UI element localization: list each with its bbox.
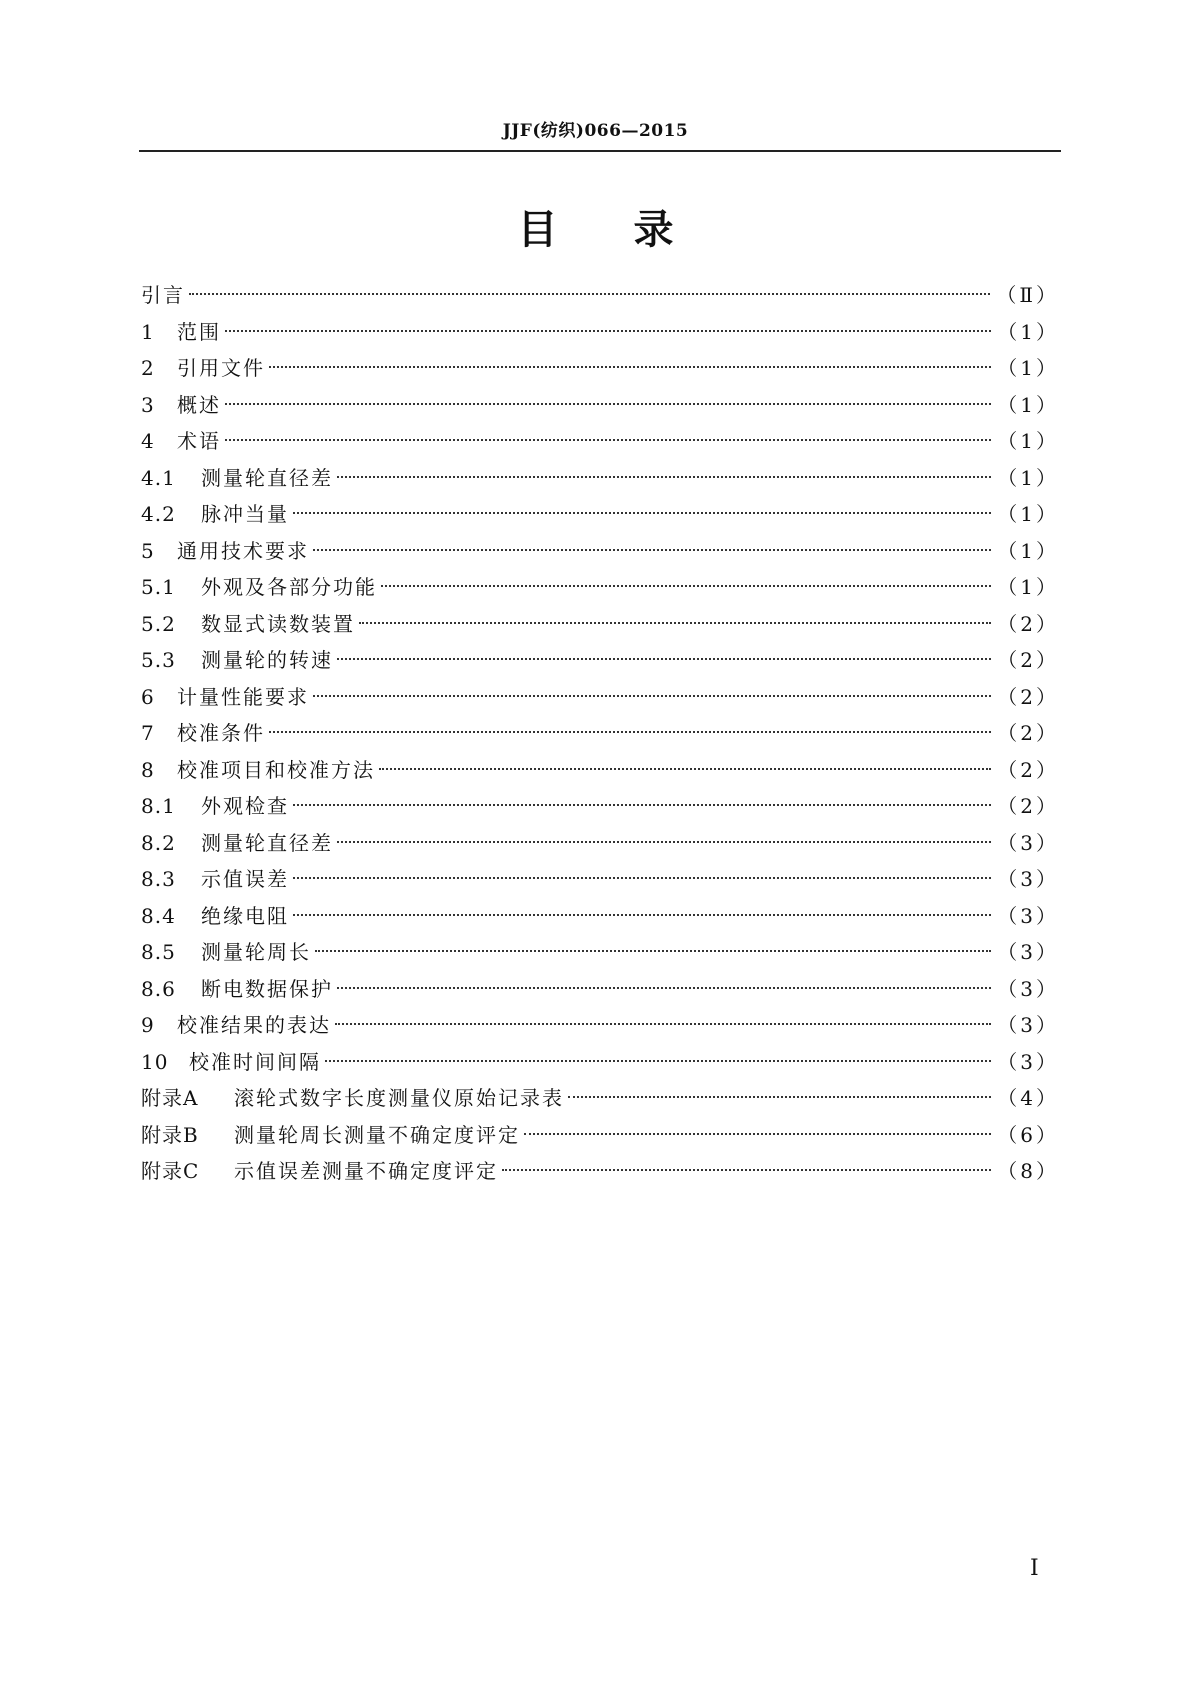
toc-dot-leader bbox=[293, 804, 991, 806]
toc-dot-leader bbox=[313, 695, 991, 697]
toc-dot-leader bbox=[325, 1060, 991, 1062]
table-of-contents bbox=[141, 277, 1059, 1190]
toc-entry-number: 8.1 bbox=[141, 794, 176, 818]
toc-entry[interactable] bbox=[141, 752, 1059, 789]
toc-entry-number: 4.2 bbox=[141, 502, 176, 526]
toc-dot-leader bbox=[269, 731, 991, 733]
toc-dot-leader bbox=[337, 658, 991, 660]
toc-dot-leader bbox=[225, 330, 991, 332]
toc-entry-number: 8.5 bbox=[141, 940, 176, 964]
toc-entry-page: （1） bbox=[997, 319, 1059, 344]
toc-entry-number: 5.1 bbox=[141, 575, 176, 599]
toc-entry-title: 示值误差 bbox=[201, 867, 289, 891]
toc-entry-title: 测量轮周长 bbox=[201, 940, 311, 964]
toc-entry[interactable] bbox=[141, 971, 1059, 1008]
toc-entry-number: 10 bbox=[141, 1049, 169, 1074]
toc-entry[interactable] bbox=[141, 350, 1059, 387]
toc-entry-number: 附录A bbox=[141, 1086, 199, 1110]
toc-entry-number: 8.2 bbox=[141, 830, 176, 855]
toc-entry-page: （2） bbox=[997, 757, 1059, 782]
toc-entry-title: 滚轮式数字长度测量仪原始记录表 bbox=[234, 1086, 564, 1110]
toc-entry[interactable] bbox=[141, 460, 1059, 497]
toc-entry-page: （1） bbox=[997, 392, 1059, 417]
toc-entry-title: 引言 bbox=[141, 283, 185, 307]
toc-entry-number: 附录C bbox=[141, 1159, 200, 1183]
toc-entry-number: 6 bbox=[141, 684, 155, 709]
toc-entry[interactable] bbox=[141, 533, 1059, 570]
toc-entry-page: （1） bbox=[997, 356, 1059, 380]
toc-entry-number: 1 bbox=[141, 319, 155, 344]
toc-entry-title: 术语 bbox=[177, 429, 221, 453]
toc-entry-title: 数显式读数装置 bbox=[201, 611, 355, 636]
toc-entry-page: （1） bbox=[997, 575, 1059, 599]
toc-dot-leader bbox=[568, 1096, 991, 1098]
toc-entry-number: 2 bbox=[141, 356, 155, 380]
toc-entry-number: 7 bbox=[141, 721, 155, 745]
toc-entry-page: （3） bbox=[997, 1013, 1059, 1037]
toc-entry-number: 5 bbox=[141, 538, 155, 563]
toc-entry-number: 附录B bbox=[141, 1122, 199, 1147]
toc-entry-page: （3） bbox=[997, 830, 1059, 855]
toc-entry[interactable] bbox=[141, 387, 1059, 424]
toc-entry-title: 测量轮直径差 bbox=[201, 830, 333, 855]
toc-entry[interactable] bbox=[141, 314, 1059, 351]
toc-entry-page: （6） bbox=[997, 1122, 1059, 1147]
toc-entry-page: （1） bbox=[997, 429, 1059, 453]
toc-entry-title: 测量轮直径差 bbox=[201, 465, 333, 490]
toc-entry-number: 8.4 bbox=[141, 903, 176, 928]
toc-entry-number: 5.3 bbox=[141, 648, 176, 672]
toc-entry-page: （4） bbox=[997, 1086, 1059, 1110]
toc-entry-page: （Ⅱ） bbox=[996, 283, 1059, 307]
toc-dot-leader bbox=[379, 768, 991, 770]
toc-entry-title: 脉冲当量 bbox=[201, 502, 289, 526]
toc-entry[interactable] bbox=[141, 934, 1059, 971]
toc-entry-number: 4.1 bbox=[141, 465, 176, 490]
toc-entry-number: 4 bbox=[141, 429, 155, 453]
toc-dot-leader bbox=[293, 512, 991, 514]
toc-entry-number: 9 bbox=[141, 1013, 155, 1037]
toc-entry-title: 绝缘电阻 bbox=[201, 903, 289, 928]
toc-entry-title: 概述 bbox=[177, 392, 221, 417]
toc-entry-title: 范围 bbox=[177, 319, 221, 344]
toc-entry-number: 8 bbox=[141, 757, 155, 782]
toc-entry-page: （2） bbox=[997, 611, 1059, 636]
toc-entry-title: 校准条件 bbox=[177, 721, 265, 745]
toc-entry-number: 3 bbox=[141, 392, 155, 417]
toc-dot-leader bbox=[189, 293, 990, 295]
toc-entry-title: 测量轮周长测量不确定度评定 bbox=[234, 1122, 520, 1147]
toc-entry-page: （2） bbox=[997, 721, 1059, 745]
toc-entry-page: （2） bbox=[997, 648, 1059, 672]
toc-dot-leader bbox=[335, 1023, 991, 1025]
toc-entry[interactable] bbox=[141, 1007, 1059, 1044]
toc-dot-leader bbox=[524, 1133, 991, 1135]
toc-entry[interactable] bbox=[141, 423, 1059, 460]
toc-entry-number: 5.2 bbox=[141, 611, 176, 636]
toc-entry-page: （3） bbox=[997, 867, 1059, 891]
toc-entry[interactable] bbox=[141, 898, 1059, 935]
toc-entry[interactable] bbox=[141, 1080, 1059, 1117]
toc-entry-title: 断电数据保护 bbox=[201, 976, 333, 1001]
toc-entry-title: 外观及各部分功能 bbox=[201, 575, 377, 599]
toc-entry-title: 计量性能要求 bbox=[177, 684, 309, 709]
toc-entry-page: （1） bbox=[997, 502, 1059, 526]
toc-dot-leader bbox=[225, 439, 991, 441]
toc-entry-page: （3） bbox=[997, 1049, 1059, 1074]
toc-entry[interactable] bbox=[141, 679, 1059, 716]
toc-entry-page: （2） bbox=[997, 684, 1059, 709]
page-number: I bbox=[1030, 1556, 1039, 1581]
toc-dot-leader bbox=[313, 549, 991, 551]
toc-entry-title: 通用技术要求 bbox=[177, 538, 309, 563]
toc-entry[interactable] bbox=[141, 1153, 1059, 1190]
running-header: JJF(纺织)066—2015 bbox=[502, 121, 689, 141]
toc-entry-title: 测量轮的转速 bbox=[201, 648, 333, 672]
toc-entry[interactable] bbox=[141, 606, 1059, 643]
toc-entry-page: （3） bbox=[997, 976, 1059, 1001]
toc-entry-title: 校准项目和校准方法 bbox=[177, 757, 375, 782]
toc-entry-page: （3） bbox=[997, 903, 1059, 928]
page-title: 目录 bbox=[517, 207, 750, 253]
toc-entry[interactable] bbox=[141, 569, 1059, 606]
toc-entry[interactable] bbox=[141, 715, 1059, 752]
toc-entry-title: 校准时间间隔 bbox=[189, 1049, 321, 1074]
header-rule bbox=[139, 150, 1061, 152]
toc-entry[interactable] bbox=[141, 277, 1059, 314]
toc-dot-leader bbox=[315, 950, 991, 952]
toc-dot-leader bbox=[225, 403, 991, 405]
toc-entry-page: （2） bbox=[997, 794, 1059, 818]
toc-dot-leader bbox=[337, 476, 991, 478]
toc-entry-page: （3） bbox=[997, 940, 1059, 964]
toc-entry[interactable] bbox=[141, 642, 1059, 679]
toc-entry-title: 外观检查 bbox=[201, 794, 289, 818]
toc-dot-leader bbox=[359, 622, 991, 624]
toc-entry-page: （1） bbox=[997, 538, 1059, 563]
toc-dot-leader bbox=[293, 914, 991, 916]
toc-entry[interactable] bbox=[141, 788, 1059, 825]
toc-entry[interactable] bbox=[141, 825, 1059, 862]
toc-entry[interactable] bbox=[141, 1044, 1059, 1081]
toc-entry-page: （1） bbox=[997, 465, 1059, 490]
toc-entry-title: 校准结果的表达 bbox=[177, 1013, 331, 1037]
toc-entry-title: 引用文件 bbox=[177, 356, 265, 380]
toc-dot-leader bbox=[337, 841, 991, 843]
toc-dot-leader bbox=[293, 877, 991, 879]
toc-entry[interactable] bbox=[141, 496, 1059, 533]
toc-dot-leader bbox=[502, 1169, 991, 1171]
toc-entry-page: （8） bbox=[997, 1159, 1059, 1183]
toc-entry[interactable] bbox=[141, 1117, 1059, 1154]
toc-entry-number: 8.3 bbox=[141, 867, 176, 891]
toc-dot-leader bbox=[337, 987, 991, 989]
toc-dot-leader bbox=[269, 366, 991, 368]
toc-entry-number: 8.6 bbox=[141, 976, 176, 1001]
toc-entry-title: 示值误差测量不确定度评定 bbox=[234, 1159, 498, 1183]
toc-dot-leader bbox=[381, 585, 991, 587]
toc-entry[interactable] bbox=[141, 861, 1059, 898]
